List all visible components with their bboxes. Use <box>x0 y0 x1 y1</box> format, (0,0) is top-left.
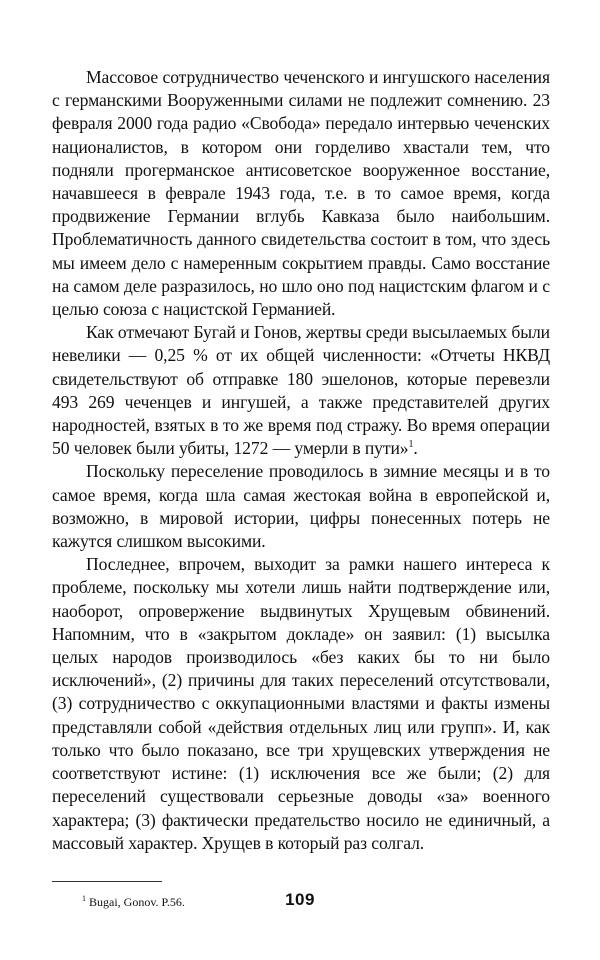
paragraph-3 <box>52 460 550 553</box>
footnote-text: Bugai, Gonov. P.56. <box>89 894 185 909</box>
paragraph-2: Как отмечают Бугай и Гонов, жертвы среди высылаемых были невелики — 0,25 % от их общей численности: «Отчеты НКВД свидетельствуют об отправке 180 эшелонов, которые перевезли 493 269 чеченцев и ингушей, а также представителей других народностей, взятых в то же время под стражу. Во время операции 50 человек были убиты, 1272 — умерли в пути»$^1$. <box>52 322 550 459</box>
footnote-divider <box>52 881 162 882</box>
paragraph-1-text: Массовое сотрудничество чеченского и ингушского населения с германскими Вооруженными силами не подлежит сомнению. 23 февраля 2000 года радио «Свобода» передало интервью чеченских националистов, в котором они горделиво хвастали тем, что подняли прогерманское антисоветское вооруженное восстание, начавшееся в феврале 1943 года, т.е. в то самое время, когда продвижение Германии вглубь Кавказа было наибольшим. Проблематичность данного свидетельства состоит в том, что здесь мы имеем дело с намеренным сокрытием правды. Само восстание на самом деле разразилось, но шло оно под нацистским флагом и с целью союза с нацистской Германией. <box>52 67 550 320</box>
page-number: 109 <box>285 890 315 909</box>
paragraph-1 <box>52 66 550 321</box>
page-body <box>52 66 550 910</box>
paragraph-4-text: Последнее, впрочем, выходит за рамки нашего интереса к проблеме, поскольку мы хотели лишь найти подтверждение или, наоборот, опровержение выдвинутых Хрущевым обвинений. Напомним, что в «закрытом докладе» он заявил: (1) высылка целых народов производилось «без каких бы то ни было исключений», (2) причины для таких переселений отсутствовали, (3) сотрудничество с оккупационными властями и факты измены представляли собой «действия отдельных лиц или групп». И, как только что было показано, все три хрущевских утверждения не соответствуют истине: (1) исключения все же были; (2) для переселений существовали серьезные доводы «за» военного характера; (3) фактически предательство носило не единичный, а массовый характер. Хрущев в который раз солгал. <box>52 554 550 853</box>
footnote-mark: 1 <box>82 893 86 903</box>
paragraph-3-text: Поскольку переселение проводилось в зимние месяцы и в то самое время, когда шла самая жестокая война в европейской и, возможно, в мировой истории, цифры понесенных потерь не кажутся слишком высокими. <box>52 461 550 552</box>
paragraph-4 <box>52 553 550 855</box>
paragraph-2-text: Как отмечают Бугай и Гонов, жертвы среди высылаемых были невелики — 0,25 % от их общей численности: «Отчеты НКВД свидетельствуют об отправке 180 эшелонов, которые перевезли 493 269 чеченцев и ингушей, а также представителей других народностей, взятых в то же время под стражу. Во время операции 50 человек были убиты, 1272 — умерли в пути» <box>52 322 550 459</box>
footnote-reference[interactable]: 1 <box>408 439 414 451</box>
